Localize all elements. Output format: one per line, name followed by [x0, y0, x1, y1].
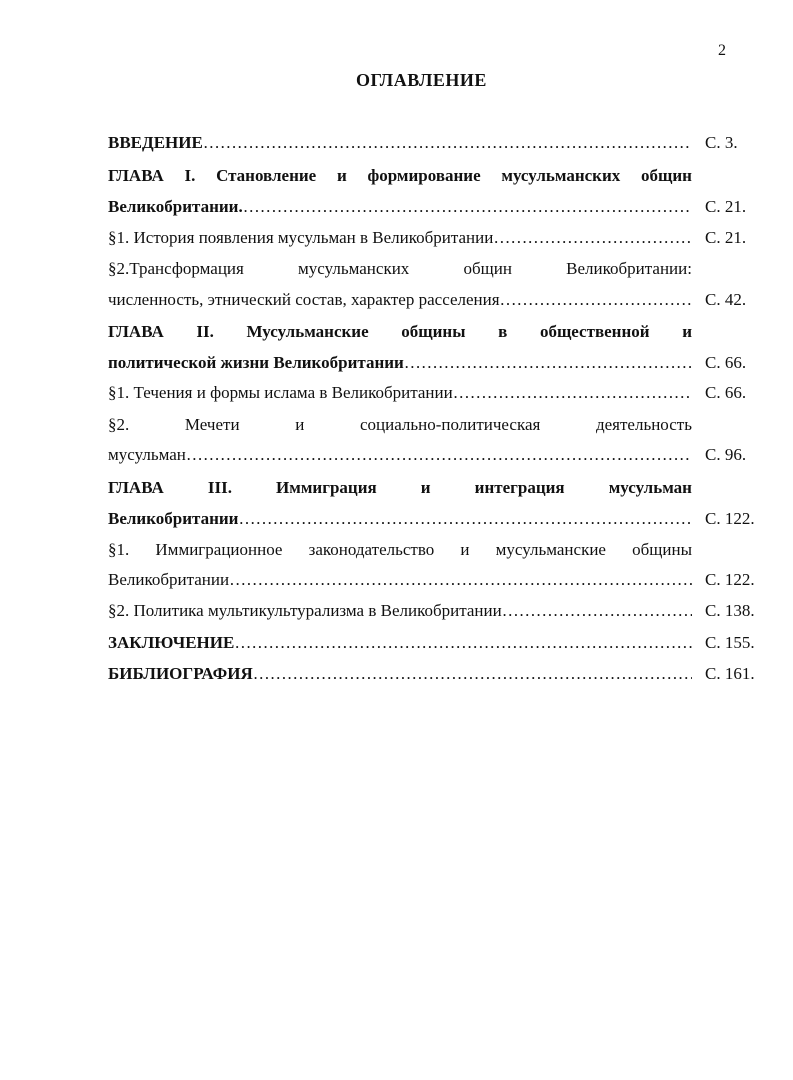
leader-dots: [502, 599, 692, 623]
toc-page-ref: С. 3.: [705, 133, 738, 152]
toc-entry-label: ЗАКЛЮЧЕНИЕ: [108, 633, 235, 652]
toc-page-ref: С. 42.: [705, 290, 747, 309]
leader-dots: [493, 226, 692, 250]
toc-page-ref: С. 66.: [705, 353, 747, 372]
toc-entry-introduction: [108, 131, 692, 155]
toc-word: общин: [463, 259, 512, 278]
toc-word: общины: [401, 322, 466, 341]
toc-page-ref: С. 96.: [705, 445, 747, 464]
toc-word: и: [682, 322, 692, 341]
toc-entry-conclusion: [108, 631, 692, 655]
toc-entry-chapter-1-section-2-line1: [108, 257, 692, 281]
toc-word: общины: [632, 540, 692, 559]
toc-word: мусульманских: [298, 259, 410, 278]
toc-word: деятельность: [595, 415, 692, 434]
toc-entry-chapter-3-section-2: [108, 599, 692, 623]
toc-page-ref: С. 155.: [705, 633, 755, 652]
toc-entry-label: мусульман: [108, 445, 186, 464]
toc-page-ref: С. 66.: [705, 383, 747, 402]
toc-entry-label: ВВЕДЕНИЕ: [108, 133, 203, 152]
leader-dots: [253, 662, 692, 686]
toc-word: мусульманские: [495, 540, 606, 559]
page-number: 2: [718, 42, 726, 59]
toc-entry-label: §1. Течения и формы ислама в Великобритании: [108, 383, 453, 402]
toc-entry-chapter-3-line1: [108, 476, 692, 500]
toc-page-ref: С. 21.: [705, 197, 747, 216]
toc-word: Становление: [216, 166, 317, 185]
toc-page-ref: С. 122.: [705, 509, 755, 528]
leader-dots: [453, 381, 692, 405]
toc-page-ref: С. 122.: [705, 570, 755, 589]
toc-entry-label: политической жизни Великобритании: [108, 353, 404, 372]
toc-entry-label: §1. История появления мусульман в Великобритании: [108, 228, 494, 247]
leader-dots: [203, 131, 692, 155]
toc-word: общин: [640, 166, 692, 185]
toc-word: формирование: [367, 166, 481, 185]
toc-word: и: [336, 166, 347, 185]
toc-entry-chapter-2-section-1: [108, 381, 692, 405]
toc-page-ref: С. 21.: [705, 228, 747, 247]
toc-entry-chapter-2-section-2-line2: [108, 443, 692, 467]
toc-word: Иммиграция: [276, 478, 377, 497]
toc-word: и: [460, 540, 470, 559]
toc-entry-chapter-1-line1: [108, 164, 692, 188]
toc-word: и: [420, 478, 431, 497]
toc-entry-chapter-1-section-1: [108, 226, 692, 250]
toc-entry-chapter-2-section-2-line1: [108, 413, 692, 437]
toc-entry-label: численность, этнический состав, характер расселения: [108, 290, 500, 309]
toc-entry-chapter-3-section-1-line1: [108, 538, 692, 562]
toc-entry-chapter-3-line2: [108, 507, 692, 531]
toc-word: мусульман: [608, 478, 692, 497]
toc-word: III.: [207, 478, 232, 497]
leader-dots: [234, 631, 692, 655]
toc-word: I.: [184, 166, 196, 185]
leader-dots: [238, 507, 692, 531]
toc-word: ГЛАВА: [108, 322, 164, 341]
toc-word: Иммиграционное: [155, 540, 283, 559]
toc-entry-chapter-2-line1: [108, 320, 692, 344]
toc-entry-chapter-1-section-2-line2: [108, 288, 692, 312]
toc-entry-label: Великобритании.: [108, 197, 243, 216]
toc-entry-bibliography: [108, 662, 692, 686]
toc-entry-label: БИБЛИОГРАФИЯ: [108, 664, 253, 683]
toc-page-ref: С. 161.: [705, 664, 755, 683]
toc-entry-chapter-1-line2: [108, 195, 692, 219]
toc-word: социально-политическая: [359, 415, 541, 434]
toc-entry-label: Великобритании: [108, 509, 239, 528]
toc-word: §2.Трансформация: [108, 259, 244, 278]
toc-entry-chapter-3-section-1-line2: [108, 568, 692, 592]
leader-dots: [243, 195, 692, 219]
toc-page-ref: С. 138.: [705, 601, 755, 620]
leader-dots: [186, 443, 692, 467]
toc-word: §1.: [108, 540, 130, 559]
page-title: ОГЛАВЛЕНИЕ: [356, 70, 487, 90]
toc-word: общественной: [539, 322, 650, 341]
toc-word: законодательство: [308, 540, 435, 559]
toc-word: Великобритании:: [566, 259, 692, 278]
toc-word: мусульманских: [501, 166, 621, 185]
toc-word: в: [498, 322, 508, 341]
toc-word: §2.: [108, 415, 130, 434]
toc-word: ГЛАВА: [108, 478, 164, 497]
toc-word: интеграция: [474, 478, 565, 497]
leader-dots: [404, 351, 692, 375]
toc-word: ГЛАВА: [108, 166, 164, 185]
toc-entry-chapter-2-line2: [108, 351, 692, 375]
toc-word: Мусульманские: [246, 322, 369, 341]
toc-word: II.: [196, 322, 214, 341]
toc-entry-label: Великобритании: [108, 570, 230, 589]
leader-dots: [229, 568, 692, 592]
toc-word: и: [295, 415, 305, 434]
toc-entry-label: §2. Политика мультикультурализма в Великобритании: [108, 601, 502, 620]
leader-dots: [500, 288, 692, 312]
toc-word: Мечети: [184, 415, 240, 434]
